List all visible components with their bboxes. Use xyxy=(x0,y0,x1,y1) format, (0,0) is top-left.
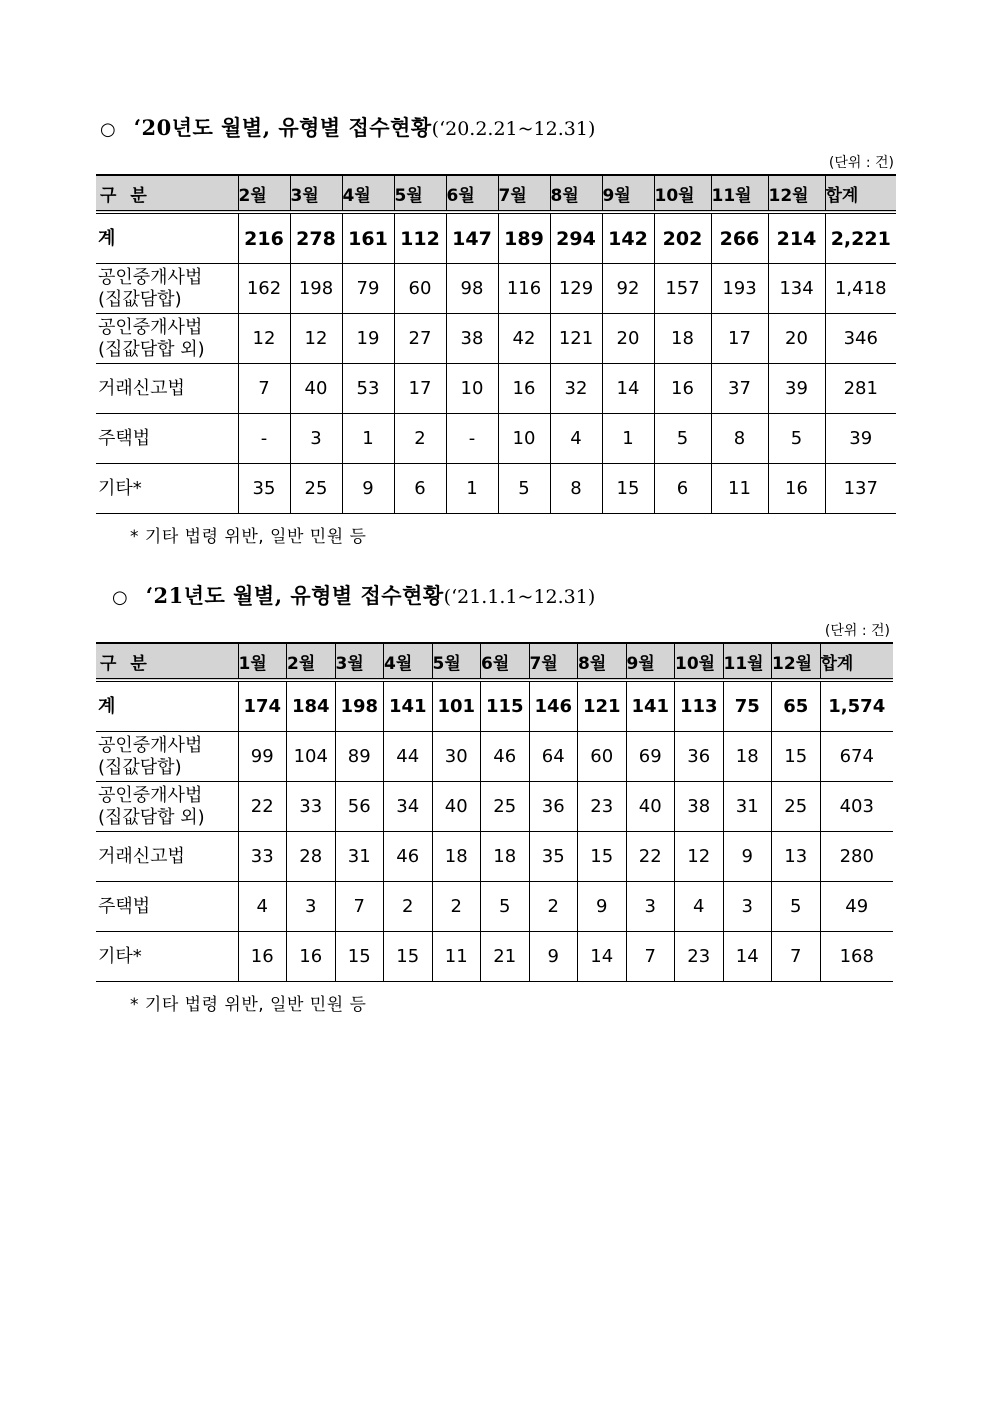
value-cell: 69 xyxy=(626,732,675,782)
value-cell: 38 xyxy=(446,314,498,364)
column-header: 9월 xyxy=(602,175,654,212)
value-cell: 278 xyxy=(290,212,342,264)
value-cell: 10 xyxy=(446,364,498,414)
value-cell: 12 xyxy=(238,314,290,364)
value-cell: 198 xyxy=(335,680,384,732)
circle-bullet-icon: ○ xyxy=(100,119,116,140)
value-cell: 2 xyxy=(384,882,433,932)
unit-label: (단위 : 건) xyxy=(828,155,894,171)
value-cell: 37 xyxy=(711,364,768,414)
column-header: 8월 xyxy=(550,175,602,212)
value-cell: 60 xyxy=(394,264,446,314)
row-total-cell: 403 xyxy=(820,782,893,832)
value-cell: 14 xyxy=(723,932,772,982)
column-header: 11월 xyxy=(711,175,768,212)
value-cell: 5 xyxy=(498,464,550,514)
row-total-cell: 280 xyxy=(820,832,893,882)
value-cell: - xyxy=(446,414,498,464)
value-cell: 6 xyxy=(394,464,446,514)
row-total-cell: 168 xyxy=(820,932,893,982)
footnote: * 기타 법령 위반, 일반 민원 등 xyxy=(130,527,367,547)
value-cell: 16 xyxy=(498,364,550,414)
column-header: 합계 xyxy=(820,643,893,680)
value-cell: 15 xyxy=(602,464,654,514)
column-header: 합계 xyxy=(825,175,896,212)
value-cell: 9 xyxy=(578,882,627,932)
row-total-cell: 1,418 xyxy=(825,264,896,314)
value-cell: 40 xyxy=(290,364,342,414)
column-header: 2월 xyxy=(287,643,336,680)
table-row xyxy=(96,264,896,314)
value-cell: 42 xyxy=(498,314,550,364)
table-row xyxy=(96,782,893,832)
value-cell: 214 xyxy=(768,212,825,264)
column-header-category: 구 분 xyxy=(96,643,238,680)
value-cell: 89 xyxy=(335,732,384,782)
value-cell: 15 xyxy=(578,832,627,882)
value-cell: 147 xyxy=(446,212,498,264)
value-cell: 99 xyxy=(238,732,287,782)
column-header: 12월 xyxy=(768,175,825,212)
value-cell: - xyxy=(238,414,290,464)
value-cell: 35 xyxy=(238,464,290,514)
table-2021-section xyxy=(96,580,892,1015)
column-header: 3월 xyxy=(290,175,342,212)
table-row xyxy=(96,832,893,882)
value-cell: 5 xyxy=(481,882,530,932)
table-row xyxy=(96,932,893,982)
value-cell: 31 xyxy=(723,782,772,832)
column-header: 5월 xyxy=(432,643,481,680)
value-cell: 39 xyxy=(768,364,825,414)
value-cell: 12 xyxy=(675,832,724,882)
heading-title: ‘21년도 월별, 유형별 접수현황 xyxy=(145,583,444,608)
value-cell: 20 xyxy=(768,314,825,364)
unit-label: (단위 : 건) xyxy=(824,623,890,639)
value-cell: 3 xyxy=(290,414,342,464)
value-cell: 64 xyxy=(529,732,578,782)
value-cell: 2 xyxy=(432,882,481,932)
value-cell: 56 xyxy=(335,782,384,832)
value-cell: 16 xyxy=(287,932,336,982)
value-cell: 7 xyxy=(238,364,290,414)
column-header: 5월 xyxy=(394,175,446,212)
value-cell: 18 xyxy=(432,832,481,882)
value-cell: 21 xyxy=(481,932,530,982)
header-row xyxy=(96,175,896,212)
column-header: 4월 xyxy=(342,175,394,212)
value-cell: 33 xyxy=(287,782,336,832)
row-total-cell: 1,574 xyxy=(820,680,893,732)
table-row xyxy=(96,732,893,782)
value-cell: 2 xyxy=(394,414,446,464)
table-row xyxy=(96,364,896,414)
value-cell: 7 xyxy=(772,932,821,982)
column-header: 1월 xyxy=(238,643,287,680)
column-header: 11월 xyxy=(723,643,772,680)
row-total-cell: 49 xyxy=(820,882,893,932)
value-cell: 141 xyxy=(626,680,675,732)
section-heading xyxy=(96,112,896,152)
row-label: 주택법 xyxy=(96,882,238,932)
value-cell: 98 xyxy=(446,264,498,314)
value-cell: 65 xyxy=(772,680,821,732)
value-cell: 101 xyxy=(432,680,481,732)
value-cell: 202 xyxy=(654,212,711,264)
section-heading xyxy=(96,580,892,620)
column-header: 8월 xyxy=(578,643,627,680)
value-cell: 193 xyxy=(711,264,768,314)
value-cell: 28 xyxy=(287,832,336,882)
value-cell: 294 xyxy=(550,212,602,264)
row-label: 거래신고법 xyxy=(96,364,238,414)
value-cell: 17 xyxy=(711,314,768,364)
row-label: 계 xyxy=(96,212,238,264)
column-header: 6월 xyxy=(446,175,498,212)
value-cell: 141 xyxy=(384,680,433,732)
value-cell: 157 xyxy=(654,264,711,314)
table-row xyxy=(96,314,896,364)
value-cell: 1 xyxy=(602,414,654,464)
value-cell: 16 xyxy=(238,932,287,982)
value-cell: 15 xyxy=(335,932,384,982)
value-cell: 116 xyxy=(498,264,550,314)
value-cell: 112 xyxy=(394,212,446,264)
circle-bullet-icon: ○ xyxy=(112,587,128,608)
value-cell: 44 xyxy=(384,732,433,782)
value-cell: 2 xyxy=(529,882,578,932)
value-cell: 92 xyxy=(602,264,654,314)
value-cell: 30 xyxy=(432,732,481,782)
value-cell: 4 xyxy=(238,882,287,932)
value-cell: 1 xyxy=(446,464,498,514)
value-cell: 104 xyxy=(287,732,336,782)
table-2020-section xyxy=(96,112,896,547)
value-cell: 189 xyxy=(498,212,550,264)
value-cell: 3 xyxy=(287,882,336,932)
column-header: 10월 xyxy=(654,175,711,212)
value-cell: 18 xyxy=(481,832,530,882)
value-cell: 60 xyxy=(578,732,627,782)
column-header: 7월 xyxy=(498,175,550,212)
row-total-cell: 674 xyxy=(820,732,893,782)
heading-period: (‘21.1.1~12.31) xyxy=(443,586,596,608)
value-cell: 134 xyxy=(768,264,825,314)
value-cell: 9 xyxy=(723,832,772,882)
value-cell: 115 xyxy=(481,680,530,732)
row-label: 공인중개사법 (집값담합) xyxy=(96,732,238,782)
value-cell: 14 xyxy=(602,364,654,414)
column-header: 3월 xyxy=(335,643,384,680)
row-total-cell: 2,221 xyxy=(825,212,896,264)
value-cell: 36 xyxy=(529,782,578,832)
value-cell: 22 xyxy=(626,832,675,882)
value-cell: 14 xyxy=(578,932,627,982)
value-cell: 121 xyxy=(578,680,627,732)
row-total-cell: 281 xyxy=(825,364,896,414)
value-cell: 13 xyxy=(772,832,821,882)
value-cell: 266 xyxy=(711,212,768,264)
value-cell: 162 xyxy=(238,264,290,314)
value-cell: 22 xyxy=(238,782,287,832)
value-cell: 1 xyxy=(342,414,394,464)
value-cell: 33 xyxy=(238,832,287,882)
heading-period: (‘20.2.21~12.31) xyxy=(431,118,596,140)
value-cell: 46 xyxy=(481,732,530,782)
value-cell: 40 xyxy=(626,782,675,832)
stats-table-2021 xyxy=(96,642,893,982)
row-label: 공인중개사법 (집값담합) xyxy=(96,264,238,314)
column-header: 4월 xyxy=(384,643,433,680)
value-cell: 8 xyxy=(550,464,602,514)
table-row xyxy=(96,882,893,932)
value-cell: 4 xyxy=(675,882,724,932)
column-header: 12월 xyxy=(772,643,821,680)
value-cell: 17 xyxy=(394,364,446,414)
value-cell: 15 xyxy=(772,732,821,782)
value-cell: 46 xyxy=(384,832,433,882)
value-cell: 10 xyxy=(498,414,550,464)
column-header: 9월 xyxy=(626,643,675,680)
value-cell: 38 xyxy=(675,782,724,832)
row-total-cell: 137 xyxy=(825,464,896,514)
value-cell: 23 xyxy=(675,932,724,982)
value-cell: 216 xyxy=(238,212,290,264)
value-cell: 19 xyxy=(342,314,394,364)
value-cell: 9 xyxy=(342,464,394,514)
row-label: 기타* xyxy=(96,464,238,514)
value-cell: 8 xyxy=(711,414,768,464)
value-cell: 20 xyxy=(602,314,654,364)
value-cell: 129 xyxy=(550,264,602,314)
heading-title: ‘20년도 월별, 유형별 접수현황 xyxy=(133,115,432,140)
value-cell: 113 xyxy=(675,680,724,732)
value-cell: 7 xyxy=(626,932,675,982)
value-cell: 18 xyxy=(723,732,772,782)
value-cell: 4 xyxy=(550,414,602,464)
row-label: 공인중개사법 (집값담합 외) xyxy=(96,782,238,832)
value-cell: 142 xyxy=(602,212,654,264)
value-cell: 34 xyxy=(384,782,433,832)
value-cell: 23 xyxy=(578,782,627,832)
table-row xyxy=(96,680,893,732)
row-label: 거래신고법 xyxy=(96,832,238,882)
column-header: 7월 xyxy=(529,643,578,680)
value-cell: 32 xyxy=(550,364,602,414)
value-cell: 11 xyxy=(432,932,481,982)
column-header: 10월 xyxy=(675,643,724,680)
value-cell: 161 xyxy=(342,212,394,264)
value-cell: 9 xyxy=(529,932,578,982)
value-cell: 5 xyxy=(768,414,825,464)
value-cell: 184 xyxy=(287,680,336,732)
value-cell: 25 xyxy=(481,782,530,832)
row-label: 공인중개사법 (집값담합 외) xyxy=(96,314,238,364)
footnote: * 기타 법령 위반, 일반 민원 등 xyxy=(130,995,367,1015)
value-cell: 15 xyxy=(384,932,433,982)
column-header-category: 구 분 xyxy=(96,175,238,212)
table-row xyxy=(96,414,896,464)
value-cell: 3 xyxy=(626,882,675,932)
value-cell: 75 xyxy=(723,680,772,732)
value-cell: 121 xyxy=(550,314,602,364)
value-cell: 12 xyxy=(290,314,342,364)
value-cell: 7 xyxy=(335,882,384,932)
value-cell: 27 xyxy=(394,314,446,364)
header-row xyxy=(96,643,893,680)
row-total-cell: 39 xyxy=(825,414,896,464)
value-cell: 25 xyxy=(772,782,821,832)
value-cell: 3 xyxy=(723,882,772,932)
value-cell: 53 xyxy=(342,364,394,414)
value-cell: 6 xyxy=(654,464,711,514)
value-cell: 198 xyxy=(290,264,342,314)
value-cell: 5 xyxy=(772,882,821,932)
value-cell: 16 xyxy=(654,364,711,414)
value-cell: 174 xyxy=(238,680,287,732)
row-label: 기타* xyxy=(96,932,238,982)
value-cell: 5 xyxy=(654,414,711,464)
table-body xyxy=(96,680,893,982)
row-label: 계 xyxy=(96,680,238,732)
row-total-cell: 346 xyxy=(825,314,896,364)
value-cell: 35 xyxy=(529,832,578,882)
value-cell: 25 xyxy=(290,464,342,514)
value-cell: 18 xyxy=(654,314,711,364)
column-header: 6월 xyxy=(481,643,530,680)
value-cell: 11 xyxy=(711,464,768,514)
value-cell: 40 xyxy=(432,782,481,832)
value-cell: 79 xyxy=(342,264,394,314)
row-label: 주택법 xyxy=(96,414,238,464)
value-cell: 36 xyxy=(675,732,724,782)
stats-table-2020 xyxy=(96,174,896,514)
value-cell: 16 xyxy=(768,464,825,514)
table-body xyxy=(96,212,896,514)
table-row xyxy=(96,464,896,514)
value-cell: 146 xyxy=(529,680,578,732)
column-header: 2월 xyxy=(238,175,290,212)
table-row xyxy=(96,212,896,264)
value-cell: 31 xyxy=(335,832,384,882)
